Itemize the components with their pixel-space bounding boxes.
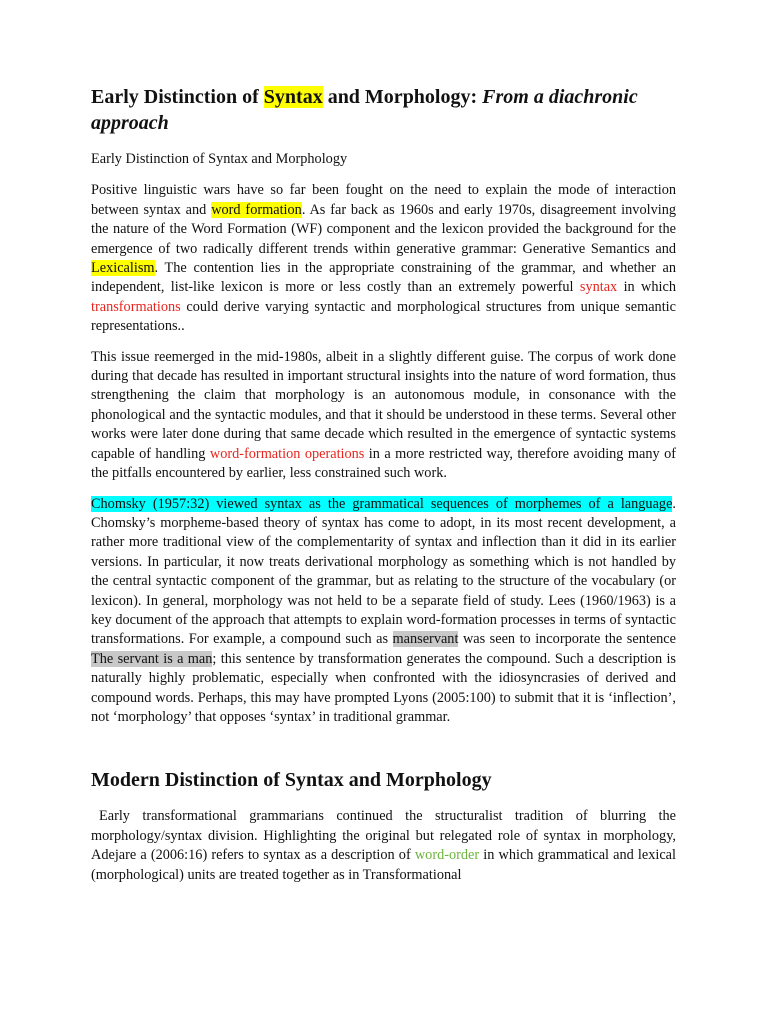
p3-text-2: was seen to incorporate the sentence: [458, 631, 677, 648]
p2-text-1: This issue reemerged in the mid-1980s, albeit in a slightly different guise. The corpus of work done during that decade has resulted in important structural insights into the nature of word formation, thus strengthening the claim that morphology is an autonomous module, in consonance with the phonological and the syntactic modules, and that it should be understood in these terms. Several other works were later done during that same decade which resulted in the emergence of syntactic systems capable of handling: [91, 348, 676, 462]
paragraph-3: [91, 495, 676, 728]
p1-text-5: could derive varying syntactic and morphological structures from unique semantic representations..: [91, 298, 676, 335]
section-heading-modern: Modern Distinction of Syntax and Morphology: [91, 769, 492, 792]
highlight-lexicalism: Lexicalism: [91, 260, 155, 277]
title-highlight-syntax: Syntax: [263, 86, 323, 108]
green-text-word-order: word-order: [414, 847, 480, 864]
highlight-manservant: manservant: [392, 631, 459, 648]
title-text: Early Distinction of: [91, 86, 264, 108]
paragraph-1: [91, 181, 676, 336]
title-italic-subtitle: From a diachronic approach: [91, 86, 638, 134]
p2-text-2: in a more restricted way, therefore avoiding many of the pitfalls encountered by earlier, less constrained such work.: [91, 445, 676, 482]
red-text-transformations: transformations: [91, 298, 181, 315]
paragraph-4: [91, 807, 676, 885]
highlight-word-formation: word formation: [211, 201, 302, 218]
red-text-word-formation-operations: word-formation operations: [209, 445, 365, 462]
p3-text-1: . Chomsky’s morpheme-based theory of syntax has come to adopt, in its most recent development, a rather more traditional view of the complementarity of syntax and inflection than it did in its earlier versions. In particular, it now treats derivational morphology as something which is not handled by the central syntactic component of the grammar, but as relating to the structure of the vocabulary (or lexicon). In general, morphology was not held to be a separate field of study. Lees (1960/1963) is a key document of the approach that attempts to explain word-formation processes in terms of syntactic transformations. For example, a compound such as: [91, 495, 676, 648]
p1-text-2: . As far back as 1960s and early 1970s, disagreement involving the nature of the Word Formation (WF) component and the lexicon provided the background for the emergence of two radically different trends within generative grammar: Generative Semantics and: [91, 201, 676, 257]
paragraph-2: [91, 348, 676, 484]
highlight-chomsky-quote: Chomsky (1957:32) viewed syntax as the grammatical sequences of morphemes of a language: [91, 495, 673, 512]
highlight-servant-sentence: The servant is a man: [91, 650, 213, 667]
red-text-syntax: syntax: [579, 279, 618, 296]
p4-text-2: in which grammatical and lexical (morphological) units are treated together as in Transformational: [91, 847, 676, 883]
document-body: [91, 84, 676, 896]
p1-text-1: Positive linguistic wars have so far been fought on the need to explain the mode of interaction between syntax and: [91, 182, 676, 218]
section-subtitle: Early Distinction of Syntax and Morphology: [91, 151, 348, 167]
p4-text-1: Early transformational grammarians continued the structuralist tradition of blurring the morphology/syntax division. Highlighting the original but relegated role of syntax in morphology, Adejare a (2006:16) refers to syntax as a description of: [91, 808, 676, 864]
p3-text-3: ; this sentence by transformation generates the compound. Such a description is naturally highly problematic, especially when confronted with the idiosyncrasies of derived and compound words. Perhaps, this may have prompted Lyons (2005:100) to submit that it is ‘inflection’, not ‘morphology’ that opposes ‘syntax’ in traditional grammar.: [91, 650, 676, 725]
p1-text-3: . The contention lies in the appropriate constraining of the grammar, and whether an independent, list-like lexicon is more or less costly than an extremely powerful: [91, 260, 676, 296]
document-title: [91, 84, 676, 136]
p1-text-4: in which: [617, 279, 676, 296]
title-text-2: and Morphology:: [322, 86, 483, 108]
